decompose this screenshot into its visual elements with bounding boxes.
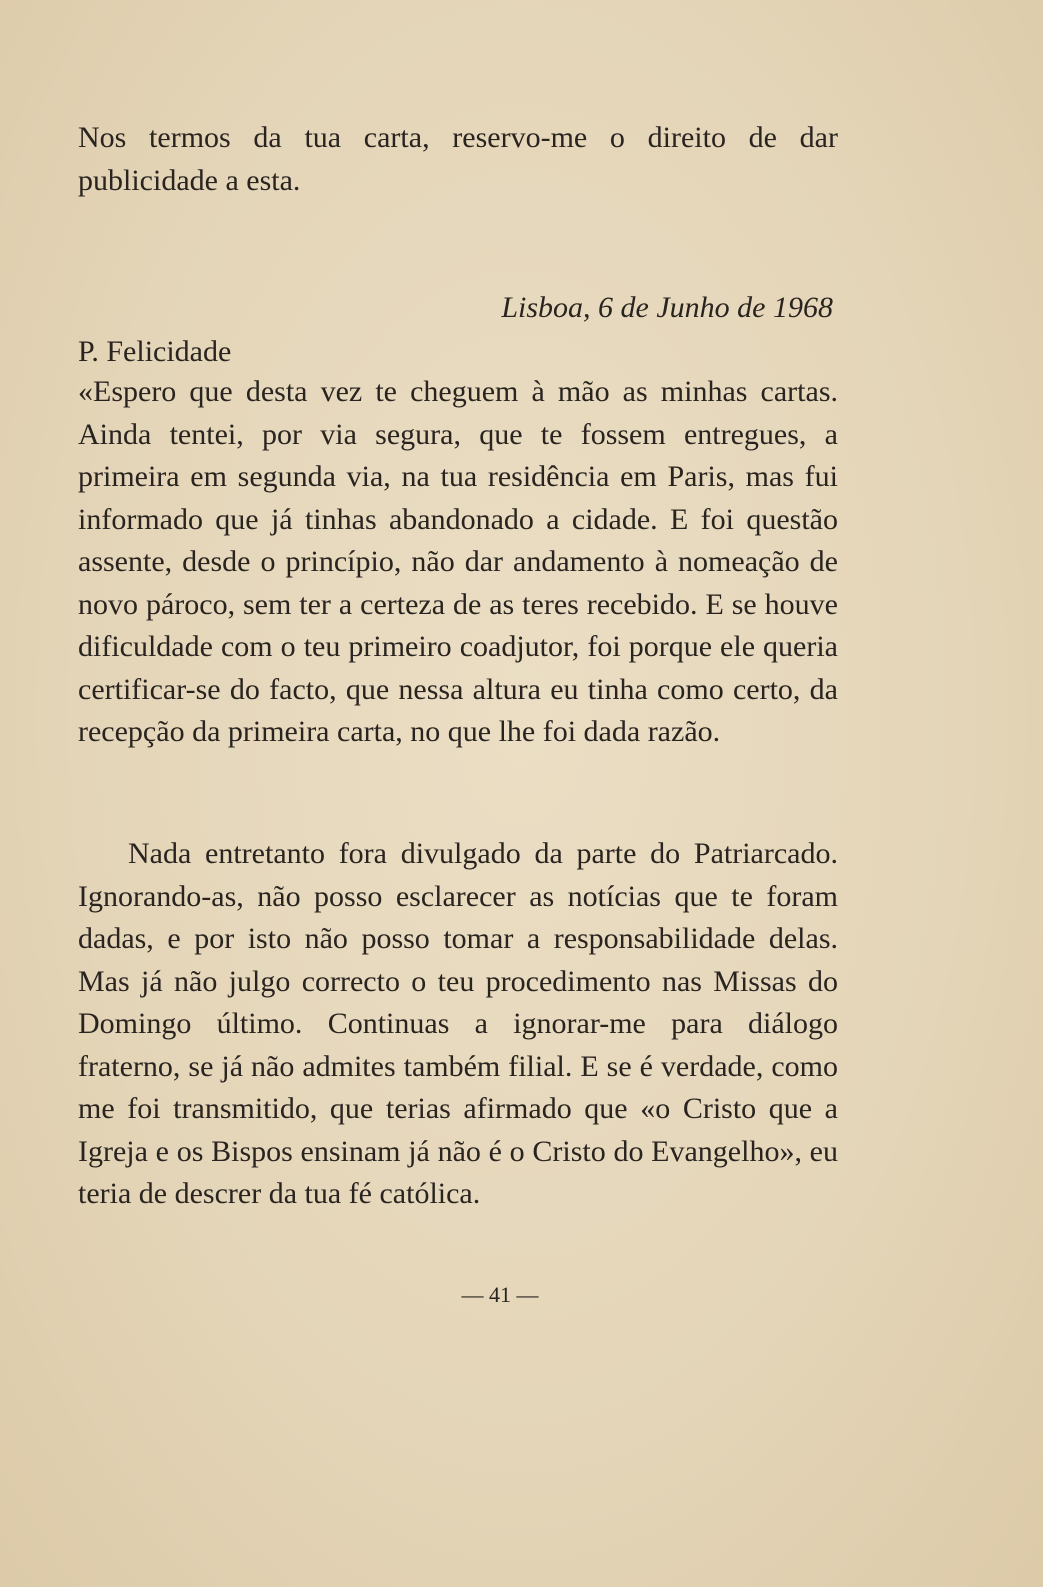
- letter-paragraph: Nada entretanto fora divulgado da parte do Patriarcado. Ignorando-as, não posso esclarecer as notícias que te foram dadas, e por isto não posso tomar a responsabilidade delas. Mas já não julgo correcto o teu procedimento nas Missas do Domingo último. Continuas a ignorar-me para diálogo fraterno, se já não admites também filial. E se é verdade, como me foi transmitido, que terias afirmado que «o Cristo que a Igreja e os Bispos ensinam já não é o Cristo do Evangelho», eu teria de descrer da tua fé católica.: [78, 837, 838, 1210]
- intro-paragraph: Nos termos da tua carta, reservo-me o direito de dar publicidade a esta.: [78, 121, 838, 197]
- letter-salutation: P. Felicidade: [78, 335, 232, 368]
- letter-dateline: Lisboa, 6 de Junho de 1968: [501, 291, 833, 324]
- page-number: — 41 —: [461, 1282, 539, 1307]
- letter-paragraph: «Espero que desta vez te cheguem à mão as minhas cartas. Ainda tentei, por via segura, que te fossem entregues, a primeira em segunda via, na tua residência em Paris, mas fui informado que já tinhas abandonado a cidade. E foi questão assente, desde o princípio, não dar andamento à nomeação de novo pároco, sem ter a certeza de as teres recebido. E se houve dificuldade com o teu primeiro coadjutor, foi porque ele queria certificar-se do facto, que nessa altura eu tinha como certo, da recepção da primeira carta, no que lhe foi dada razão.: [78, 375, 838, 748]
